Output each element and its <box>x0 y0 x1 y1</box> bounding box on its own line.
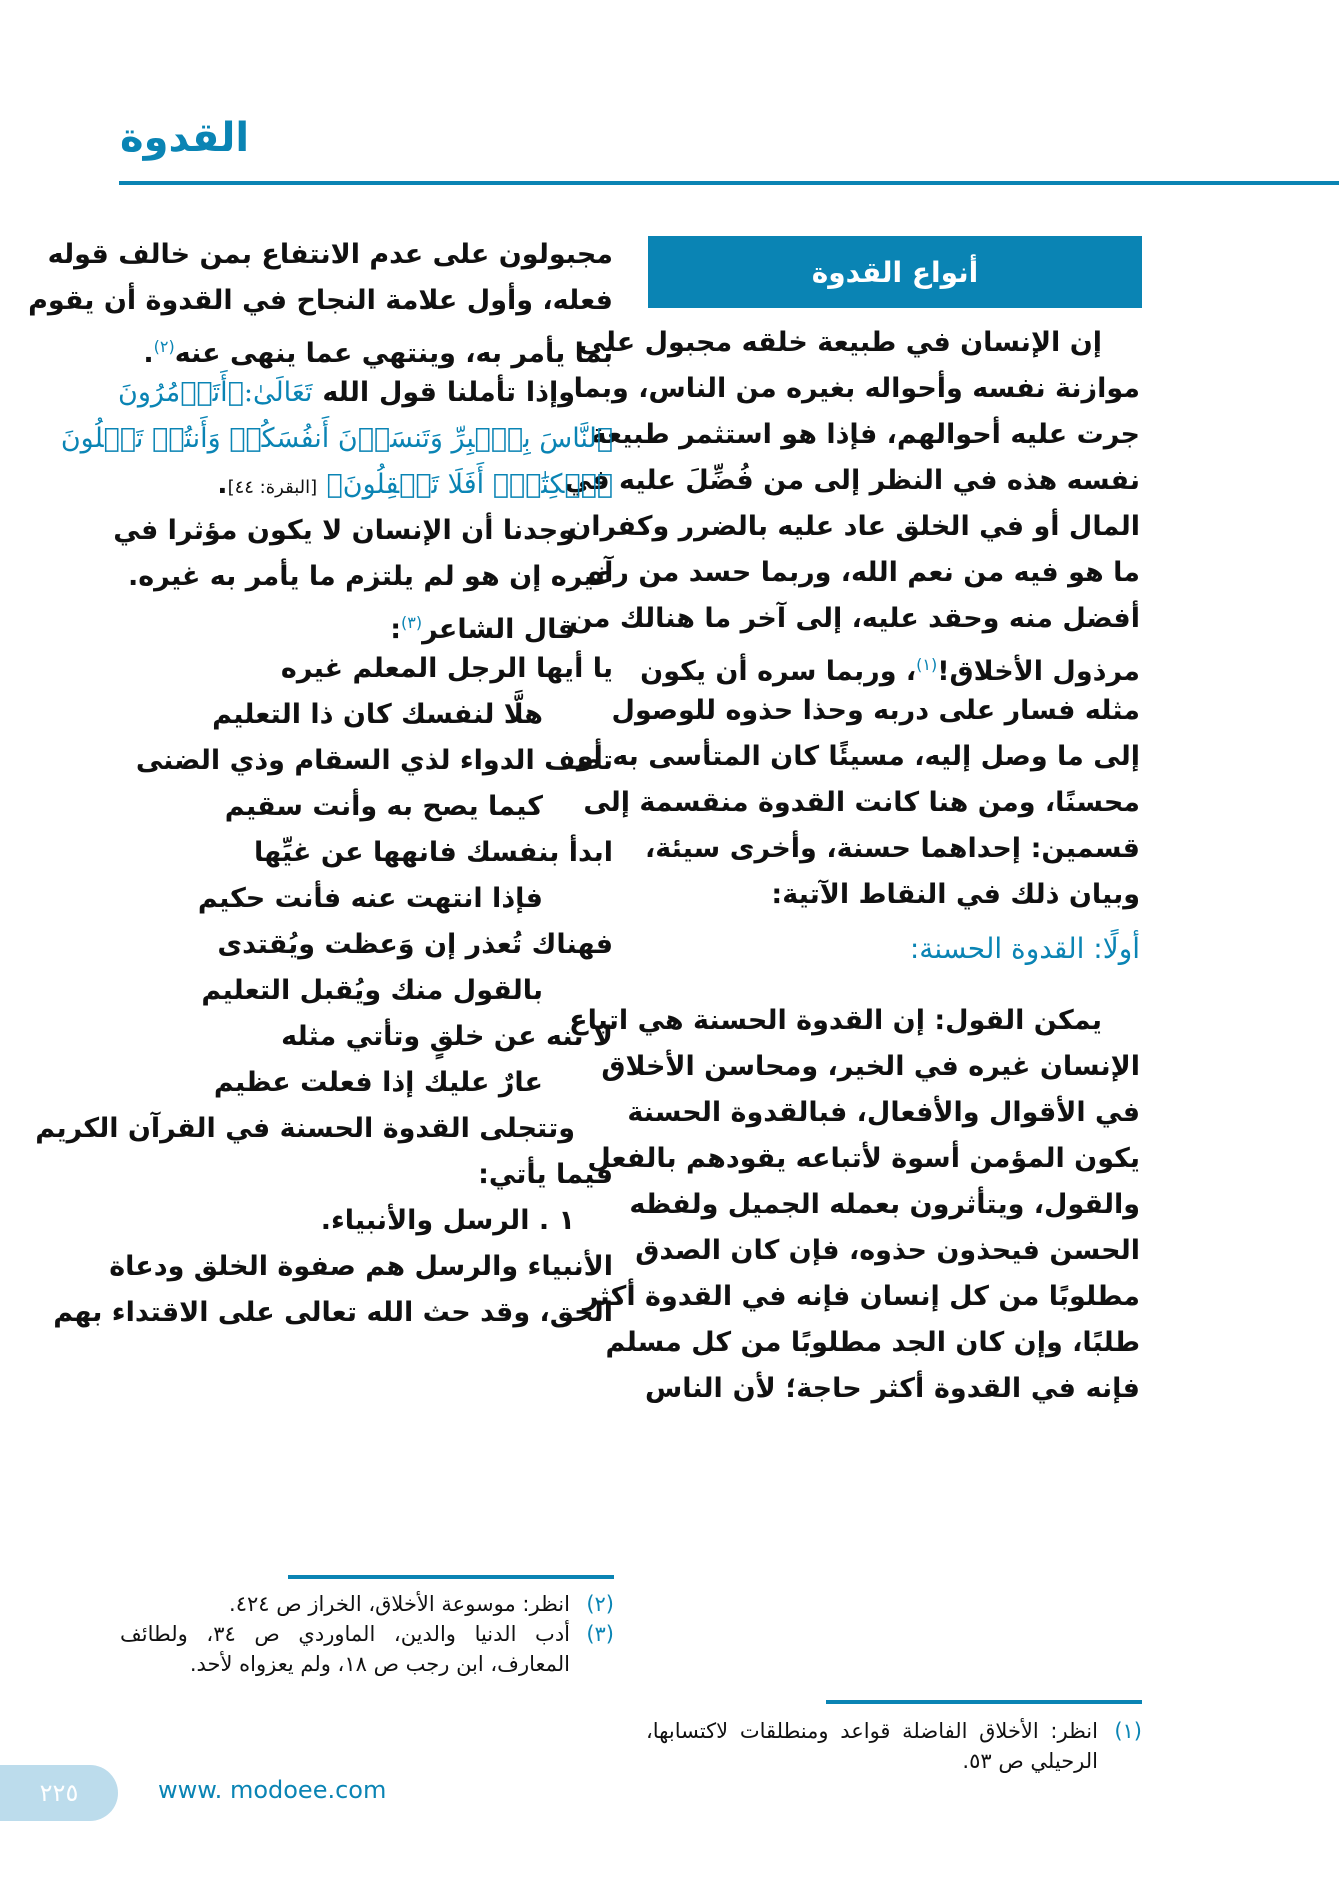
paragraph-line: قسمين: إحداهما حسنة، وأخرى سيئة، <box>645 833 1140 864</box>
paragraph-line: موازنة نفسه وأحواله بغيره من الناس، وبما <box>573 373 1140 404</box>
paragraph-line: والقول، ويتأثرون بعمله الجميل ولفظه <box>629 1189 1140 1220</box>
poem-verse: عارٌ عليك إذا فعلت عظيم <box>213 1067 543 1098</box>
paragraph-line: يمكن القول: إن القدوة الحسنة هي اتباع <box>569 1005 1102 1036</box>
poem-verse: يا أيها الرجل المعلم غيره <box>280 653 613 684</box>
surah-reference: [البقرة: ٤٤] <box>227 477 318 498</box>
running-title: القدوة <box>120 115 250 161</box>
paragraph-line: وجدنا أن الإنسان لا يكون مؤثرا في <box>113 515 575 546</box>
line-segment: ، وربما سره أن يكون <box>640 656 917 687</box>
paragraph-line: مطلوبًا من كل إنسان فإنه في القدوة أكثر <box>582 1281 1140 1312</box>
footnote-separator <box>826 1700 1142 1704</box>
footnote-number: (٢) <box>586 1592 614 1616</box>
paragraph-line <box>118 462 613 508</box>
footnote-item <box>646 1716 1142 1776</box>
taala-text: تَعَالَىٰ: <box>243 377 313 408</box>
footnote-number: (١) <box>1114 1719 1142 1743</box>
paragraph-line: يكون المؤمن أسوة لأتباعه يقودهم بالفعل <box>587 1143 1140 1174</box>
paragraph-line: الحق، وقد حث الله تعالى على الاقتداء بهم <box>53 1297 613 1328</box>
paragraph-line: مجبولون على عدم الانتفاع بمن خالف قوله <box>47 239 613 270</box>
poem-verse: كيما يصح به وأنت سقيم <box>224 791 543 822</box>
line-segment: قال الشاعر <box>422 614 575 645</box>
poem-verse: تصف الدواء لذي السقام وذي الضنى <box>135 745 613 776</box>
line-segment: بما يأمر به، وينتهي عما ينهى عنه <box>174 338 613 369</box>
paragraph-line: في الأقوال والأفعال، فبالقدوة الحسنة <box>627 1097 1140 1128</box>
paragraph-line: فيما يأتي: <box>478 1159 613 1190</box>
right-column <box>564 320 1140 1412</box>
line-segment: وإذا تأملنا قول الله <box>322 377 575 408</box>
paragraph-line <box>118 600 613 646</box>
footnote-item <box>120 1619 614 1679</box>
paragraph-line: وتتجلى القدوة الحسنة في القرآن الكريم <box>35 1113 575 1144</box>
quran-verse-part: ٱلۡكِتَٰبَۚ أَفَلَا تَعۡقِلُونَ﴾ <box>326 469 613 500</box>
footnote-item <box>120 1589 614 1619</box>
footnotes-left <box>120 1589 614 1679</box>
footnote-separator <box>288 1575 614 1579</box>
line-segment: . <box>217 469 228 500</box>
line-segment: . <box>143 338 154 369</box>
paragraph-line: الحسن فيحذون حذوه، فإن كان الصدق <box>635 1235 1140 1266</box>
section-title: أنواع القدوة <box>811 255 979 289</box>
page-number-badge <box>0 1765 118 1821</box>
paragraph-line: إن الإنسان في طبيعة خلقه مجبول على <box>578 327 1102 358</box>
paragraph-line: الإنسان غيره في الخير، ومحاسن الأخلاق <box>601 1051 1140 1082</box>
line-segment: مرذول الأخلاق! <box>937 656 1140 687</box>
paragraph-line <box>118 370 613 416</box>
paragraph-line: نفسه هذه في النظر إلى من فُضِّلَ عليه في <box>564 465 1140 496</box>
paragraph-line: إلى ما وصل إليه، مسيئًا كان المتأسى به أو <box>576 741 1140 772</box>
footnote-text: أدب الدنيا والدين، الماوردي ص ٣٤، ولطائف المعارف، ابن رجب ص ١٨، ولم يعزواه لأحد. <box>120 1622 571 1676</box>
paragraph-line: محسنًا، ومن هنا كانت القدوة منقسمة إلى <box>583 787 1140 818</box>
footnote-text: انظر: الأخلاق الفاضلة قواعد ومنطلقات لاكتسابها، الرحيلي ص ٥٣. <box>646 1719 1098 1773</box>
poem-verse: فإذا انتهت عنه فأنت حكيم <box>197 883 543 914</box>
paragraph-line: غيره إن هو لم يلتزم ما يأمر به غيره. <box>127 561 613 592</box>
poem-verse: هلَّا لنفسك كان ذا التعليم <box>212 699 543 730</box>
footnote-ref-1[interactable]: (١) <box>916 655 938 674</box>
paragraph-line: الأنبياء والرسل هم صفوة الخلق ودعاة <box>109 1251 613 1282</box>
poem-verse: بالقول منك ويُقبل التعليم <box>201 975 543 1006</box>
list-item-1: ١ . الرسل والأنبياء. <box>320 1205 575 1236</box>
paragraph-line: فعله، وأول علامة النجاح في القدوة أن يقوم <box>28 285 613 316</box>
poem-verse: فهناك تُعذر إن وَعظت ويُقتدى <box>217 929 613 960</box>
line-segment: : <box>390 614 402 645</box>
header-rule <box>119 181 1339 185</box>
paragraph-line <box>118 324 613 370</box>
quran-verse-part: ﴿أَتَأۡمُرُونَ <box>118 377 244 408</box>
page-number: ٢٢٥ <box>39 1779 79 1807</box>
paragraph-line: ما هو فيه من نعم الله، وربما حسد من رآه <box>588 557 1140 588</box>
paragraph-line: مثله فسار على دربه وحذا حذوه للوصول <box>611 695 1140 726</box>
website-link[interactable]: www. modoee.com <box>158 1776 387 1804</box>
paragraph-line: جرت عليه أحوالهم، فإذا هو استثمر طبيعة <box>590 419 1140 450</box>
footnote-ref-3[interactable]: (٣) <box>401 613 423 632</box>
paragraph-line: وبيان ذلك في النقاط الآتية: <box>771 879 1140 910</box>
poem-verse: لا تنه عن خلقٍ وتأتي مثله <box>281 1021 613 1052</box>
paragraph-line: أفضل منه وحقد عليه، إلى آخر ما هنالك من <box>569 603 1140 634</box>
section-title-banner <box>648 236 1142 308</box>
footnotes-right <box>646 1716 1142 1776</box>
footnote-number: (٣) <box>586 1622 614 1646</box>
poem-verse: ابدأ بنفسك فانهها عن غيِّها <box>254 837 613 868</box>
left-column <box>28 232 613 1336</box>
quran-verse-line: ٱلنَّاسَ بِٱلۡبِرِّ وَتَنسَوۡنَ أَنفُسَكُمۡ وَأَنتُمۡ تَتۡلُونَ <box>60 423 613 454</box>
footnote-ref-2[interactable]: (٢) <box>153 337 175 356</box>
paragraph-line: فإنه في القدوة أكثر حاجة؛ لأن الناس <box>645 1373 1140 1404</box>
paragraph-line: المال أو في الخلق عاد عليه بالضرر وكفران <box>568 511 1140 542</box>
paragraph-line <box>640 642 1140 688</box>
paragraph-line: طلبًا، وإن كان الجد مطلوبًا من كل مسلم <box>605 1327 1140 1358</box>
subheading-good-role-model: أولًا: القدوة الحسنة: <box>909 932 1140 965</box>
footnote-text: انظر: موسوعة الأخلاق، الخراز ص ٤٢٤. <box>229 1592 570 1616</box>
